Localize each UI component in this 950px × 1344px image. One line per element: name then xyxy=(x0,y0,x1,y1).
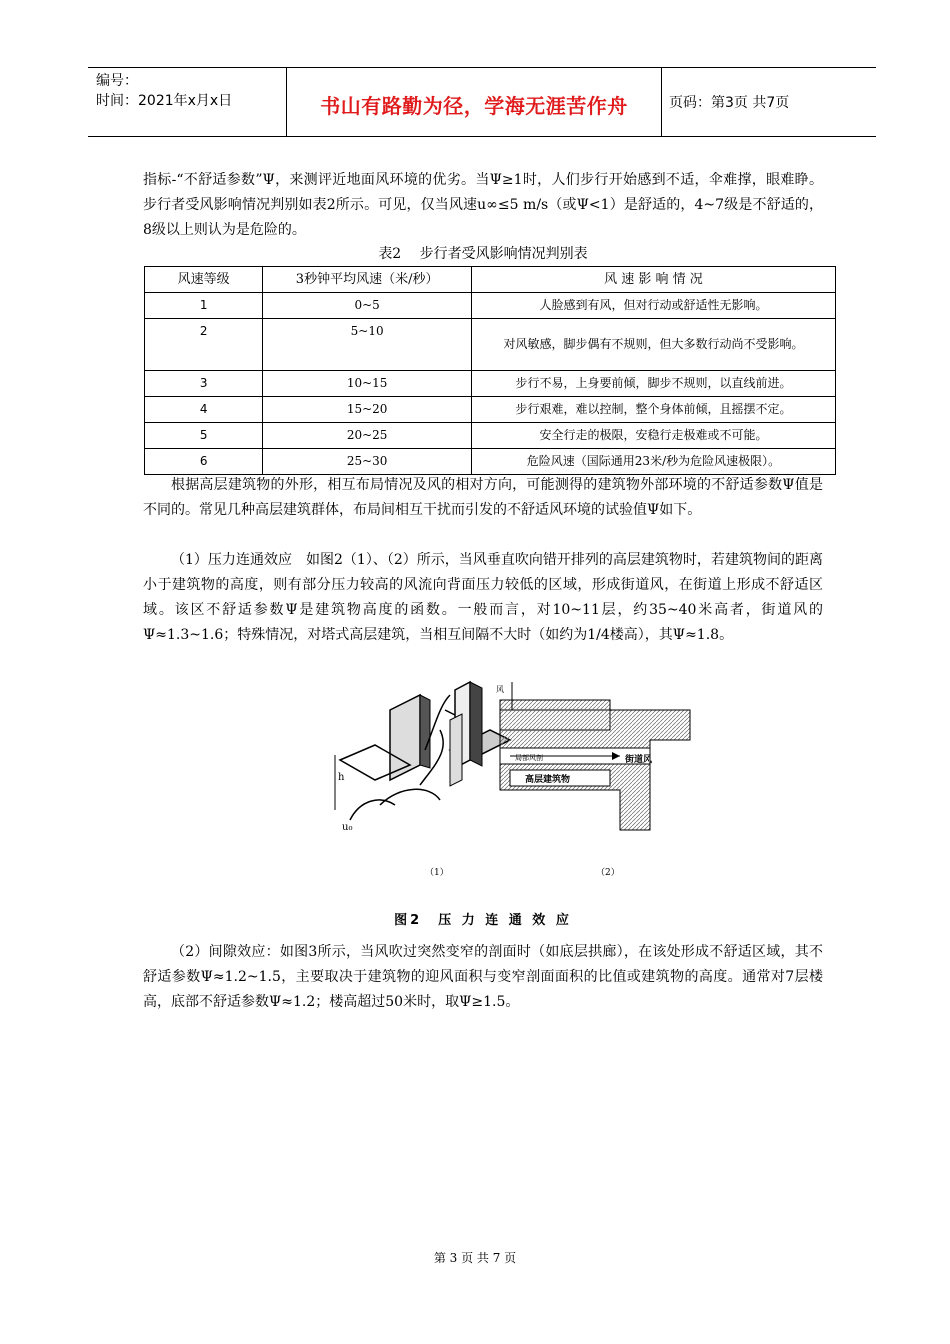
table-cell: 3 xyxy=(145,371,263,397)
para-gap-effect: （2）间隙效应：如图3所示，当风吹过突然变窄的剖面时（如底层拱廊），在该处形成不舒适区域，其不舒适参数Ψ≈1.2~1.5，主要取决于建筑物的迎风面积与变窄剖面面积的比值或建筑物的高度。通常对7层楼高，底部不舒适参数Ψ≈1.2；楼高超过50米时，取Ψ≥1.5。 xyxy=(143,944,823,1010)
intro-paragraph: 指标-“不舒适参数”Ψ，来测评近地面风环境的优劣。当Ψ≥1时，人们步行开始感到不适，伞难撑，眼难睁。步行者受风影响情况判别如表2所示。可见，仅当风速u∞≤5 m/s（或Ψ<1）是舒适的，4~7级是不舒适的，8级以上则认为是危险的。 xyxy=(143,172,823,238)
table-header-cell: 3秒钟平均风速（米/秒） xyxy=(263,267,472,293)
wind-effect-table xyxy=(144,266,836,475)
doc-time: 时间：2021年x月x日 xyxy=(96,93,233,109)
table-cell: 2 xyxy=(145,319,263,371)
page-header xyxy=(88,67,876,137)
figure-label-local-wind: 局部风剖 xyxy=(515,754,543,762)
table-cell: 0~5 xyxy=(263,293,472,319)
table-cell: 对风敏感，脚步偶有不规则，但大多数行动尚不受影响。 xyxy=(471,319,835,371)
figure-2-illustration xyxy=(320,670,720,840)
table-cell: 人脸感到有风，但对行动或舒适性无影响。 xyxy=(471,293,835,319)
figure-label-u: u₀ xyxy=(342,822,353,833)
doc-number: 编号： xyxy=(96,73,138,89)
table-row xyxy=(145,423,836,449)
table-cell: 25~30 xyxy=(263,449,472,475)
figure-label-h: h xyxy=(338,772,345,783)
table-row xyxy=(145,319,836,371)
para-after-table: 根据高层建筑物的外形，相互布局情况及风的相对方向，可能测得的建筑物外部环境的不舒适参数Ψ值是不同的。常见几种高层建筑群体，布局间相互干扰而引发的不舒适风环境的试验值Ψ如下。 xyxy=(143,477,823,518)
table-row xyxy=(145,449,836,475)
figure-label-street-wind: 街道风 xyxy=(625,755,653,765)
table-caption: 表2 步行者受风影响情况判别表 xyxy=(378,246,588,262)
header-motto: 书山有路勤为径，学海无涯苦作舟 xyxy=(320,94,628,118)
table-header-row xyxy=(145,267,836,293)
table-cell: 步行不易，上身要前倾，脚步不规则，以直线前进。 xyxy=(471,371,835,397)
figure-2-part1 xyxy=(335,682,510,833)
table-cell: 安全行走的极限，安稳行走极难或不可能。 xyxy=(471,423,835,449)
header-page-cell xyxy=(661,68,876,136)
header-page-number: 页码：第3页 共7页 xyxy=(669,95,790,111)
figure-sub-label-1: （1） xyxy=(425,868,449,878)
figure-2-part2 xyxy=(496,682,690,830)
table-cell: 5 xyxy=(145,423,263,449)
table-row xyxy=(145,397,836,423)
table-cell: 4 xyxy=(145,397,263,423)
table-cell: 步行艰难，难以控制，整个身体前倾，且摇摆不定。 xyxy=(471,397,835,423)
table-row xyxy=(145,371,836,397)
header-meta xyxy=(88,68,286,136)
table-cell: 20~25 xyxy=(263,423,472,449)
header-motto-cell xyxy=(286,68,662,136)
table-cell: 6 xyxy=(145,449,263,475)
table-cell: 5~10 xyxy=(263,319,472,371)
table-row xyxy=(145,293,836,319)
page-footer: 第 3 页 共 7 页 xyxy=(433,1251,517,1265)
table-cell: 10~15 xyxy=(263,371,472,397)
para-pressure-effect: （1）压力连通效应 如图2（1）、（2）所示，当风垂直吹向错开排列的高层建筑物时，若建筑物间的距离小于建筑物的高度，则有部分压力较高的风流向背面压力较低的区域，形成街道风，在街道上形成不舒适区域。该区不舒适参数Ψ是建筑物高度的函数。一般而言，对10~11层，约35~40米高者，街道风的Ψ≈1.3~1.6；特殊情况，对塔式高层建筑，当相互间隔不大时（如约为1/4楼高），其Ψ≈1.8。 xyxy=(143,552,823,643)
table-cell: 15~20 xyxy=(263,397,472,423)
table-header-cell: 风 速 影 响 情 况 xyxy=(471,267,835,293)
figure-sub-label-2: （2） xyxy=(596,868,620,878)
table-cell: 1 xyxy=(145,293,263,319)
figure-label-wind: 风 xyxy=(496,685,504,694)
table-cell: 危险风速（国际通用23米/秒为危险风速极限）。 xyxy=(471,449,835,475)
figure-label-building: 高层建筑物 xyxy=(525,775,571,785)
table-header-cell: 风速等级 xyxy=(145,267,263,293)
figure-caption: 图2 压 力 连 通 效 应 xyxy=(394,913,572,928)
